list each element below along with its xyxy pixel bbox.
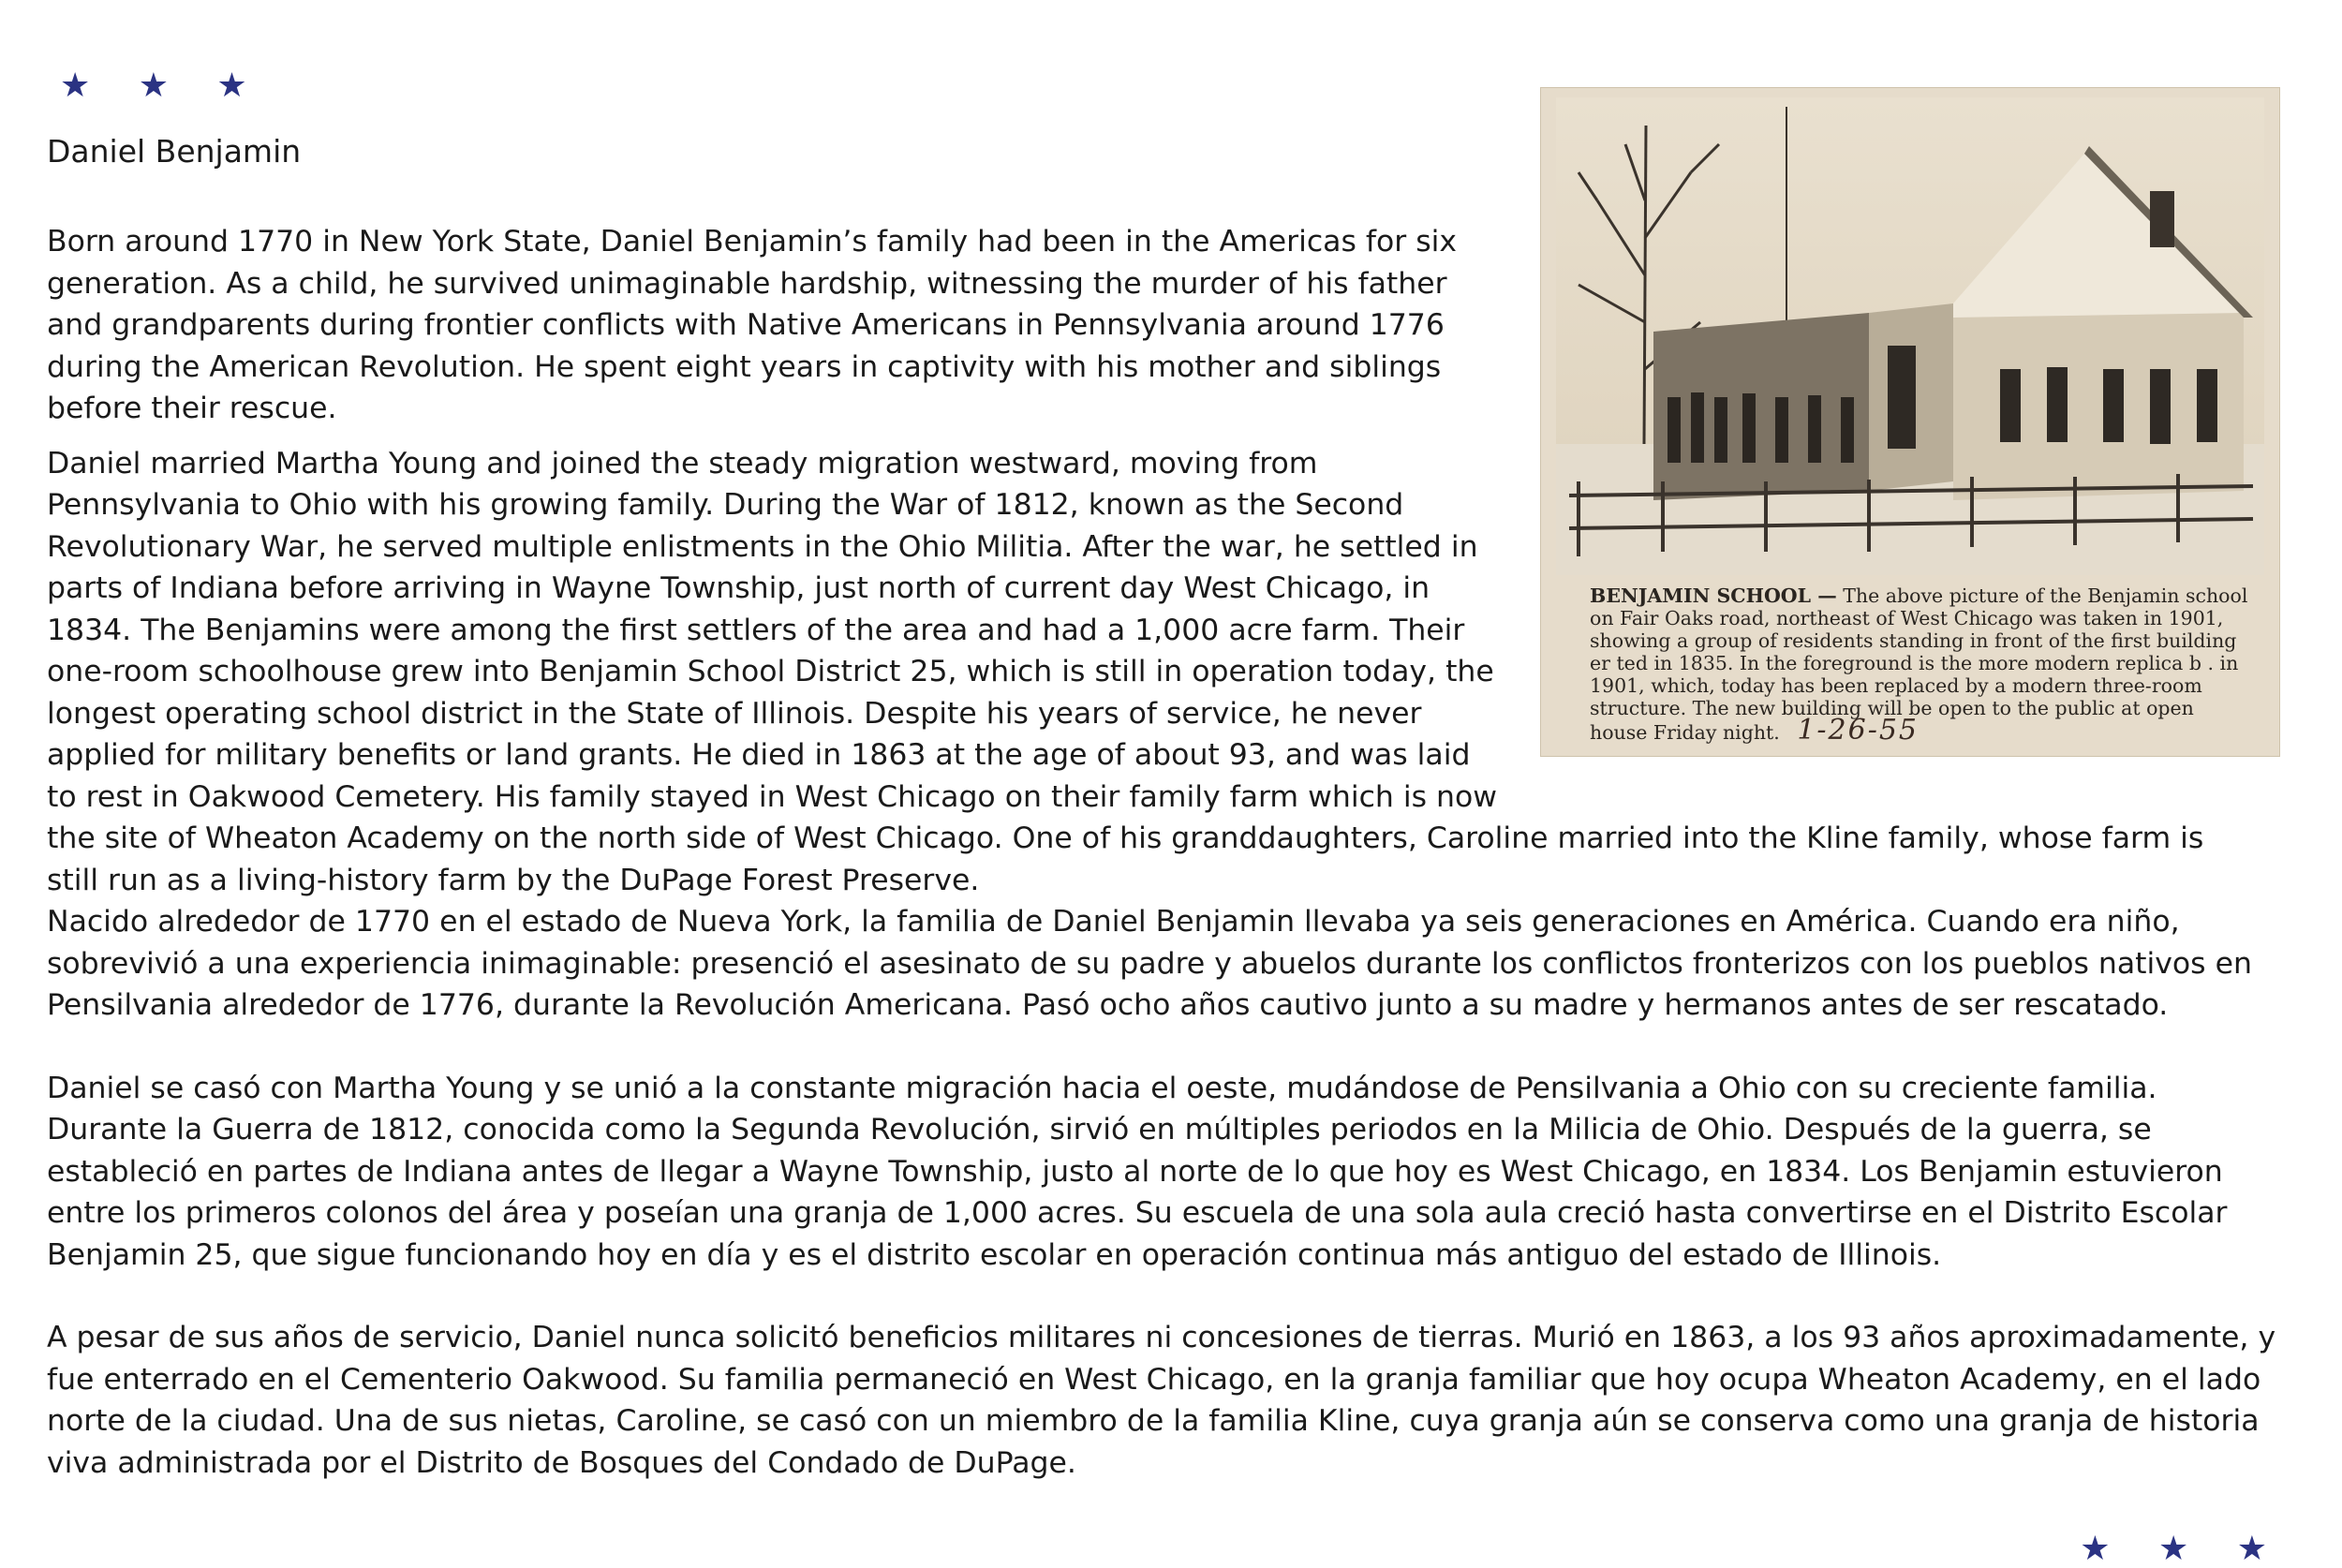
english-paragraph-1: Born around 1770 in New York State, Daniel Benjamin’s family had been in the Americas for six generation. As a child, he survived unimaginable hardship, witnessing the murder of his father and grandparents during frontier conflicts with Native Americans in Pennsylvania around 1776 during the American Revolution. He spent eight years in captivity with his mother and siblings before their rescue. — [47, 225, 1458, 425]
spanish-text — [47, 901, 2276, 1525]
english-paragraph-2: Daniel married Martha Young and joined the steady migration westward, moving from Pennsylvania to Ohio with his growing family. During the War of 1812, known as the Second Revolutionary War, he served multiple enlistments in the Ohio Militia. After the war, he settled in parts of Indiana before arriving in Wayne Township, just north of current day West Chicago, in 1834. The Benjamins were among the first settlers of the area and had a 1,000 acre farm. Their one-room schoolhouse grew into Benjamin School District 25, which is still in operation today, the longest operating school district in the State of Illinois. Despite his years of service, he never applied for military benefits or land grants. He died in 1863 at the age of about 93, and was laid to rest in Oakwood Cemetery. His family stayed in West Chicago on their family farm which is now the site of Wheaton Academy on the north side of West Chicago. One of his granddaughters, Caroline married into the Kline family, whose farm is still run as a living-history farm by the DuPage Forest Preserve. — [47, 446, 2204, 897]
spanish-paragraph-1: Nacido alrededor de 1770 en el estado de Nueva York, la familia de Daniel Benjamin llevaba ya seis generaciones en América. Cuando era niño, sobrevivió a una experiencia inimaginable: presenció el asesinato de su padre y abuelos durante los conflictos fronterizos con los pueblos nativos en Pensilvania alrededor de 1776, durante la Revolución Americana. Pasó ocho años cautivo junto a su madre y hermanos antes de ser rescatado. — [47, 905, 2252, 1022]
clipping-caption — [1590, 584, 2251, 747]
spanish-paragraph-3: A pesar de sus años de servicio, Daniel nunca solicitó beneficios militares ni concesiones de tierras. Murió en 1863, a los 93 años aproximadamente, y fue enterrado en el Cementerio Oakwood. Su familia permaneció en West Chicago, en la granja familiar que hoy ocupa Wheaton Academy, en el lado norte de la ciudad. Una de sus nietas, Caroline, se casó con un miembro de la familia Kline, cuya granja aún se conserva como una granja de historia viva administrada por el Distrito de Bosques del Condado de DuPage. — [47, 1321, 2276, 1480]
schoolhouse-photo — [1541, 88, 2279, 575]
stars-decoration-top: ★ ★ ★ — [60, 67, 266, 105]
caption-title: BENJAMIN SCHOOL — — [1590, 584, 1837, 607]
page-title: Daniel Benjamin — [47, 133, 302, 170]
stars-decoration-bottom: ★ ★ ★ — [2080, 1530, 2286, 1568]
handwritten-date: 1-26-55 — [1797, 714, 1920, 747]
spanish-paragraph-2: Daniel se casó con Martha Young y se unió a la constante migración hacia el oeste, mudándose de Pensilvania a Ohio con su creciente familia. Durante la Guerra de 1812, conocida como la Segunda Revolución, sirvió en múltiples periodos en la Milicia de Ohio. Después de la guerra, se estableció en partes de Indiana antes de llegar a Wayne Township, justo al norte de lo que hoy es West Chicago, en 1834. Los Benjamin estuvieron entre los primeros colonos del área y poseían una granja de 1,000 acres. Su escuela de una sola aula creció hasta convertirse en el Distrito Escolar Benjamin 25, que sigue funcionando hoy en día y es el distrito escolar en operación continua más antiguo del estado de Illinois. — [47, 1071, 2228, 1272]
caption-body: The above picture of the Benjamin school on Fair Oaks road, northeast of West Chicago was taken in 1901, showing a group of residents standing in front of the first building er ted in 1835. In the foreground is the more modern replica b . in 1901, which, today has been replaced by a modern three-room structure. The new building will be open to the public at open house Friday night. — [1590, 584, 2248, 744]
newspaper-clipping — [1540, 87, 2280, 757]
